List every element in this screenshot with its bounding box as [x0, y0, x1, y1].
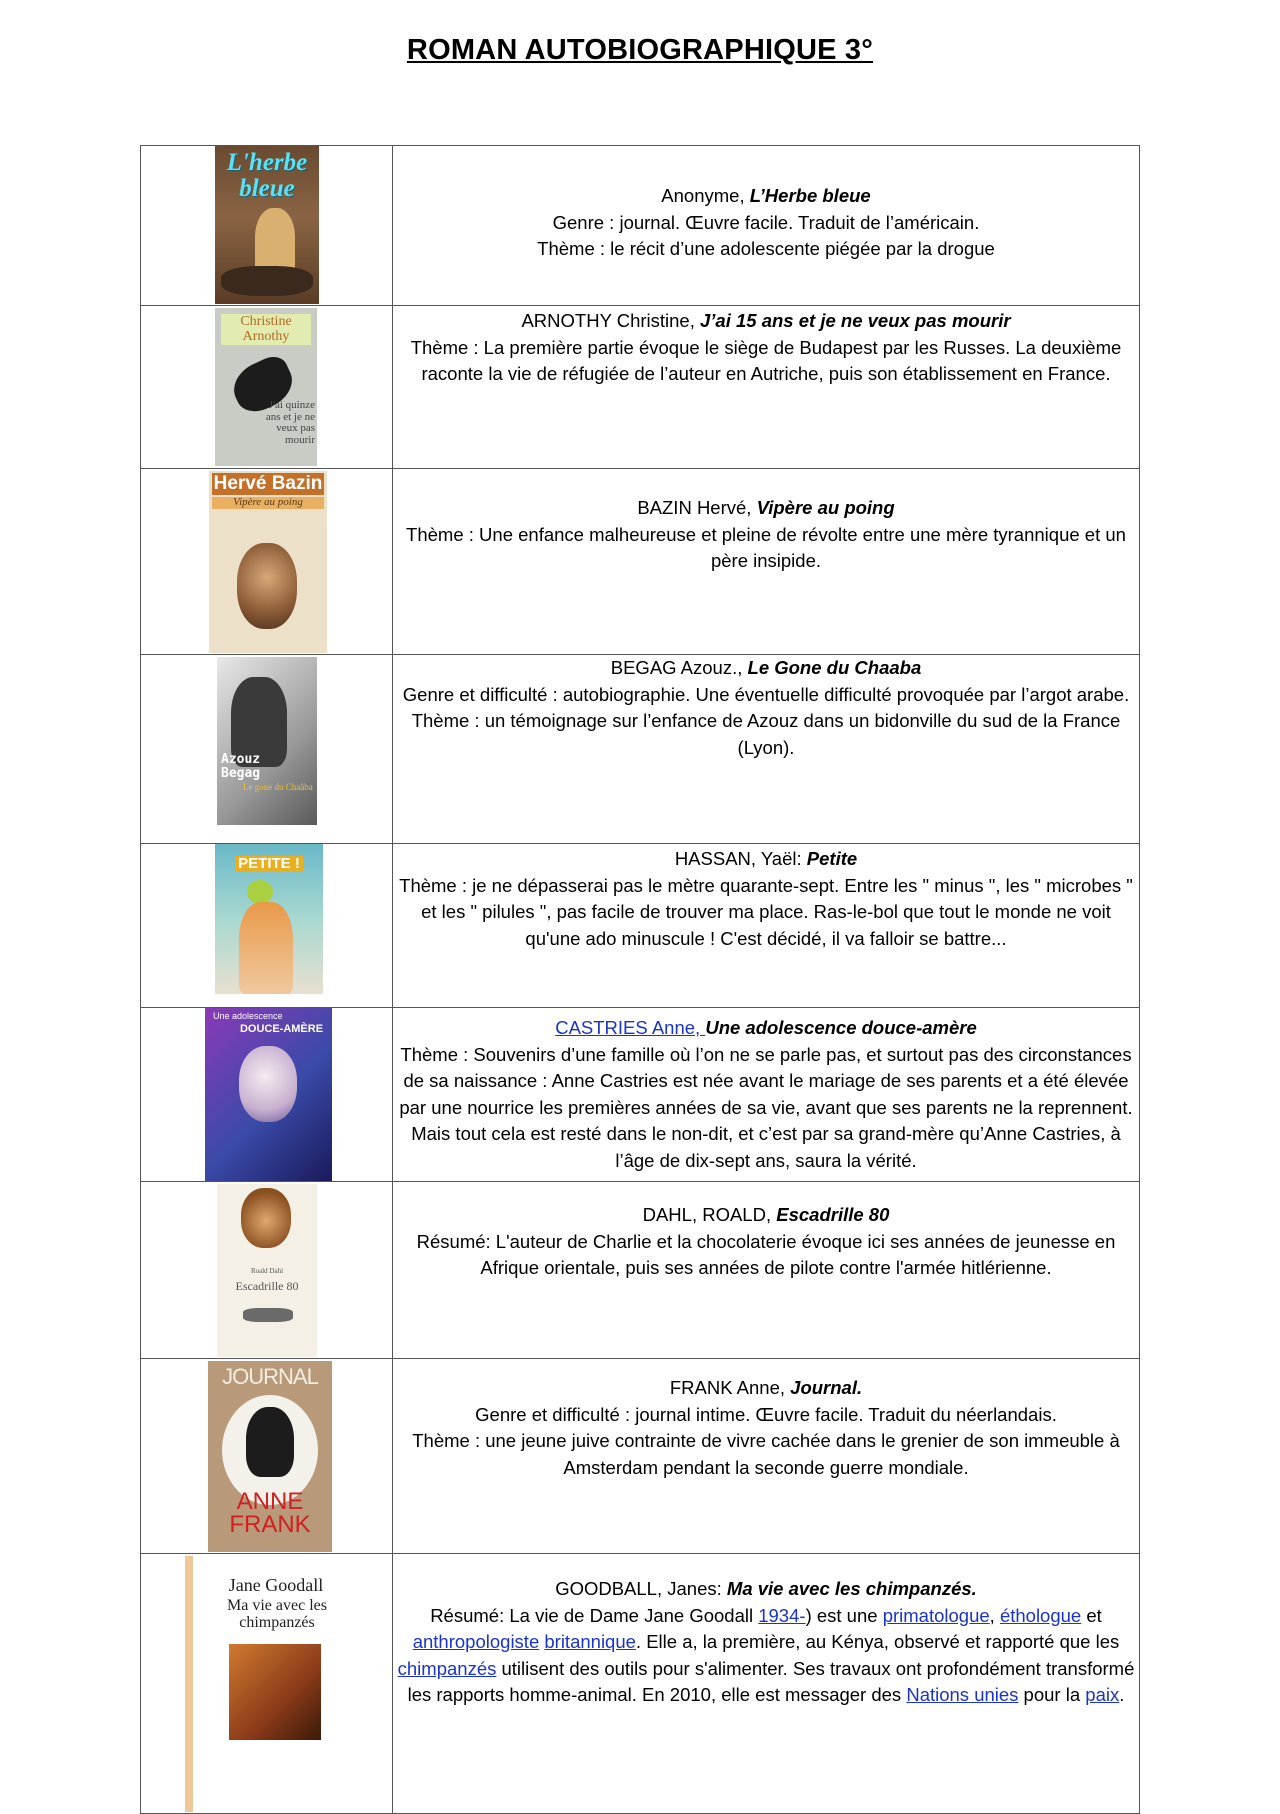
book-description: FRANK Anne, Journal. Genre et difficulté : journal intime. Œuvre facile. Traduit du néerlandais. Thème : une jeune juive contrainte de vivre cachée dans le grenier de son immeuble à Amsterdam pendant la seconde guerre mondiale.: [393, 1359, 1140, 1554]
link-anthropologiste[interactable]: anthropologiste: [412, 1631, 540, 1652]
cover-small-title: Une adolescence: [213, 1011, 283, 1021]
book-heading: BAZIN Hervé, Vipère au poing: [637, 497, 895, 518]
book-heading: Anonyme, L’Herbe bleue: [661, 185, 871, 206]
book-summary: Résumé: La vie de Dame Jane Goodall 1934-) est une primatologue, éthologue et anthropologiste britannique. Elle a, la première, au Kénya, observé et rapporté que les chimpanzés utilisent des outils pour s'alimenter. Ses travaux ont profondément transformé les rapports homme-animal. En 2010, elle est messager des Nations unies pour la paix.: [397, 1604, 1135, 1705]
link-britannique[interactable]: britannique: [544, 1631, 636, 1652]
book-heading: ARNOTHY Christine, J’ai 15 ans et je ne veux pas mourir: [521, 310, 1011, 331]
cover-name: ANNE FRANK: [229, 1488, 311, 1538]
cover-title: Ma vie avec les chimpanzés: [227, 1597, 327, 1631]
cover-cell: [141, 655, 393, 844]
cover-figure: [241, 1188, 291, 1248]
book-description: BEGAG Azouz., Le Gone du Chaaba Genre et difficulté : autobiographie. Une éventuelle difficulté provoquée par l’argot arabe. Thème : un témoignage sur l’enfance de Azouz dans un bidonville du sud de la France (Lyon).: [393, 655, 1140, 844]
cover-title: Le gone du Chaâba: [243, 782, 313, 792]
cover-cell: [141, 146, 393, 306]
cover-figure: [247, 880, 273, 904]
book-cover-image: [208, 1361, 332, 1552]
table-row: [141, 844, 1140, 1008]
book-cover-image: [217, 657, 317, 825]
cover-cell: [141, 469, 393, 655]
link-chimpanzes[interactable]: chimpanzés: [397, 1657, 497, 1679]
book-heading: DAHL, ROALD, Escadrille 80: [642, 1204, 890, 1225]
book-heading: BEGAG Azouz., Le Gone du Chaaba: [610, 657, 922, 678]
book-cover-image: [215, 308, 317, 466]
book-cover-image: [215, 844, 323, 994]
table-row: [141, 306, 1140, 469]
table-row: [141, 655, 1140, 844]
cover-cell: [141, 306, 393, 469]
cover-title: Escadrille 80: [235, 1279, 299, 1293]
cover-cell: [141, 1008, 393, 1182]
cover-cell: [141, 1182, 393, 1359]
book-cover-image: [205, 1008, 332, 1182]
book-cover-image: [185, 1556, 349, 1812]
cover-author: Christine Arnothy: [221, 314, 311, 345]
book-description: CASTRIES Anne, Une adolescence douce-amère Thème : Souvenirs d’une famille où l’on ne se parle pas, et surtout pas des circonstances de sa naissance : Anne Castries est née avant le mariage de ses parents et a été élevée par une nourrice les premières années de sa vie, avant que ses parents ne la reprennent. Mais tout cela est resté dans le non-dit, et c’est par sa grand-mère qu’Anne Castries, à l’âge de dix-sept ans, saura la vérité.: [393, 1008, 1140, 1182]
book-cover-image: [209, 471, 327, 653]
book-cover-image: [217, 1184, 317, 1357]
link-ethologue[interactable]: éthologue: [999, 1604, 1082, 1626]
author-link[interactable]: CASTRIES Anne,: [555, 1017, 706, 1038]
cover-figure: [243, 1308, 293, 1322]
cover-cell: [141, 1359, 393, 1554]
cover-author: Azouz Begag: [221, 752, 261, 781]
book-description: BAZIN Hervé, Vipère au poing Thème : Une enfance malheureuse et pleine de révolte entre une mère tyrannique et un père insipide.: [393, 469, 1140, 655]
table-row: [141, 1182, 1140, 1359]
book-description: [393, 1554, 1140, 1814]
book-description: Anonyme, L’Herbe bleue Genre : journal. Œuvre facile. Traduit de l’américain. Thème : le récit d’une adolescente piégée par la drogue: [393, 146, 1140, 306]
book-heading: FRANK Anne, Journal.: [669, 1377, 863, 1398]
link-paix[interactable]: paix: [1085, 1684, 1120, 1705]
cover-cell: [141, 1554, 393, 1814]
book-cover-image: [215, 146, 319, 304]
book-description: DAHL, ROALD, Escadrille 80 Résumé: L'auteur de Charlie et la chocolaterie évoque ici ses années de jeunesse en Afrique orientale, puis ses années de pilote contre l'armée hitlérienne.: [393, 1182, 1140, 1359]
cover-title: Vipère au poing: [212, 497, 324, 509]
book-description: HASSAN, Yaël: Petite Thème : je ne dépasserai pas le mètre quarante-sept. Entre les " minus ", les " microbes " et les " pilules ", pas facile de trouver ma place. Ras-le-bol que tout le monde ne voit qu'une ado minuscule ! C'est décidé, il va falloir se battre...: [393, 844, 1140, 1008]
cover-figure: [239, 902, 293, 994]
cover-cell: [141, 844, 393, 1008]
table-row: [141, 1554, 1140, 1814]
table-row: [141, 469, 1140, 655]
page-title: ROMAN AUTOBIOGRAPHIQUE 3°: [406, 34, 874, 66]
cover-title: PETITE !: [235, 856, 303, 872]
cover-figure: [239, 1046, 297, 1122]
book-heading: HASSAN, Yaël: Petite: [674, 848, 858, 869]
cover-title: DOUCE-AMÈRE: [239, 1023, 324, 1035]
cover-spine: [185, 1556, 193, 1812]
cover-figure: [246, 1407, 294, 1477]
link-primatologue[interactable]: primatologue: [882, 1604, 990, 1626]
cover-author: Hervé Bazin: [213, 473, 323, 494]
link-nations-unies[interactable]: Nations unies: [906, 1684, 1019, 1705]
table-row: [141, 146, 1140, 306]
cover-author: Jane Goodall: [228, 1575, 324, 1595]
cover-figure: [237, 543, 297, 629]
book-description: ARNOTHY Christine, J’ai 15 ans et je ne veux pas mourir Thème : La première partie évoque le siège de Budapest par les Russes. La deuxième raconte la vie de réfugiée de l’auteur en Autriche, puis son établissement en France.: [393, 306, 1140, 469]
cover-title: JOURNAL: [222, 1364, 318, 1389]
cover-figure: [255, 208, 295, 272]
book-heading: CASTRIES Anne, Une adolescence douce-amère: [555, 1017, 977, 1038]
book-table: [140, 145, 1140, 1814]
link-1934[interactable]: 1934-: [758, 1604, 806, 1626]
table-row: [141, 1008, 1140, 1182]
cover-title: L'herbe bleue: [226, 149, 308, 203]
cover-figure: [221, 266, 313, 296]
cover-author: Roald Dahl: [250, 1267, 284, 1275]
cover-title: J'ai quinze ans et je ne veux pas mourir: [265, 399, 315, 446]
table-row: [141, 1359, 1140, 1554]
book-heading: GOODBALL, Janes: Ma vie avec les chimpanzés.: [555, 1578, 977, 1599]
cover-figure: [229, 1644, 321, 1740]
